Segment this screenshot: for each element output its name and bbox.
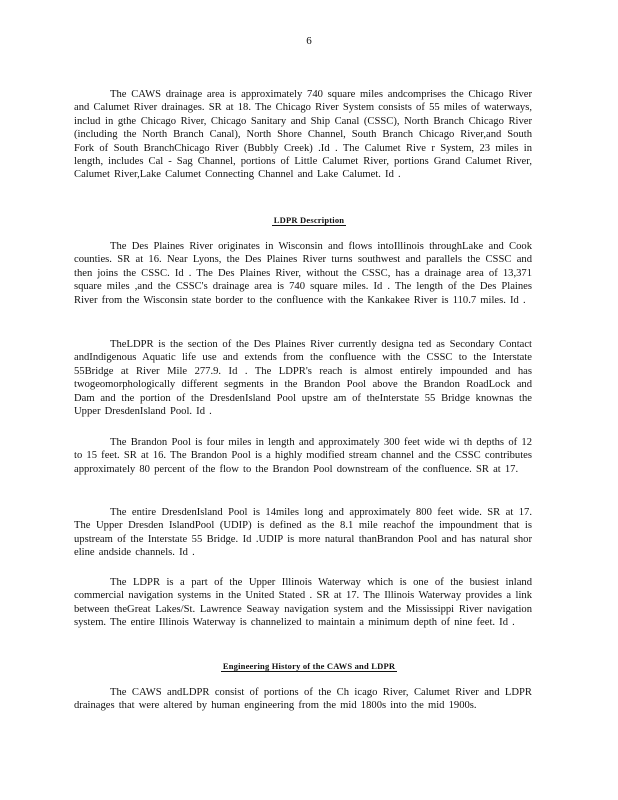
paragraph-illinois-waterway: The LDPR is a part of the Upper Illinois Waterway which is one of the busiest inland commercial navigation systems in the United Stated . SR at 17. The Illinois Waterway provides a link between theGreat Lakes/St. Lawrence Seaway navigation system and the Mississippi River navigation system. The entire Illinois Waterway is channelized to maintain a minimum depth of nine feet. Id . <box>74 577 532 629</box>
paragraph-dresden-island-pool: The entire DresdenIsland Pool is 14miles long and approximately 800 feet wide. SR at 17. The Upper Dresden IslandPool (UDIP) is defined as the 8.1 mile reachof the impoundment that is upstream of the Interstate 55 Bridge. Id .UDIP is more natural thanBrandon Pool and has natural shor eline andside channels. Id . <box>74 507 532 559</box>
section-heading-text: LDPR Description <box>273 215 345 225</box>
section-heading-text: Engineering History of the CAWS and LDPR <box>222 661 396 671</box>
paragraph-caws-drainage: The CAWS drainage area is approximately 740 square miles andcomprises the Chicago River and Calumet River drainages. SR at 18. The Chicago River System consists of 55 miles of waterways, includ in gthe Chicago River, Chicago Sanitary and Ship Canal (CSSC), North Branch Chicago River (including the North Branch Canal), North Shore Channel, South Branch Chicago River,and South Fork of South BranchChicago River (Bubbly Creek) .Id . The Calumet Rive r System, 23 miles in length, includes Cal - Sag Channel, portions of Little Calumet River, portions Grand Calumet River, Calumet River,Lake Calumet Connecting Channel and Lake Calumet. Id . <box>74 89 532 181</box>
paragraph-brandon-pool: The Brandon Pool is four miles in length and approximately 300 feet wide wi th depths of 12 to 15 feet. SR at 16. The Brandon Pool is a highly modified stream channel and the CSSC contributes approximately 80 percent of the flow to the Brandon Pool downstream of the confluence. SR at 17. <box>74 437 532 475</box>
paragraph-engineering-history: The CAWS andLDPR consist of portions of the Ch icago River, Calumet River and LDPR drainages that were altered by human engineering from the mid 1800s into the mid 1900s. <box>74 687 532 712</box>
paragraph-ldpr-section: TheLDPR is the section of the Des Plaines River currently designa ted as Secondary Contact andIndigenous Aquatic life use and extends from the confluence with the CSSC to the Interstate 55Bridge at River Mile 277.9. Id . The LDPR's reach is almost entirely impounded and has twogeomorphologically different segments in the Brandon Pool above the Brandon RoadLock and Dam and the portion of the DresdenIsland Pool upstre am of theInterstate 55 Bridge knownas the Upper DresdenIsland Pool. Id . <box>74 339 532 418</box>
section-heading-ldpr-description <box>0 214 618 227</box>
section-heading-engineering-history <box>0 660 618 673</box>
page-number: 6 <box>306 35 312 47</box>
paragraph-des-plaines-river: The Des Plaines River originates in Wisconsin and flows intoIllinois throughLake and Cook counties. SR at 16. Near Lyons, the Des Plaines River turns southwest and parallels the CSSC and then joins the CSSC. Id . The Des Plaines River, without the CSSC, has a drainage area of 13,371 square miles ,and the CSSC's drainage area is 740 square miles. Id . The length of the Des Plaines River from the Wisconsin state border to the confluence with the Kankakee River is 110.7 miles. Id . <box>74 241 532 306</box>
